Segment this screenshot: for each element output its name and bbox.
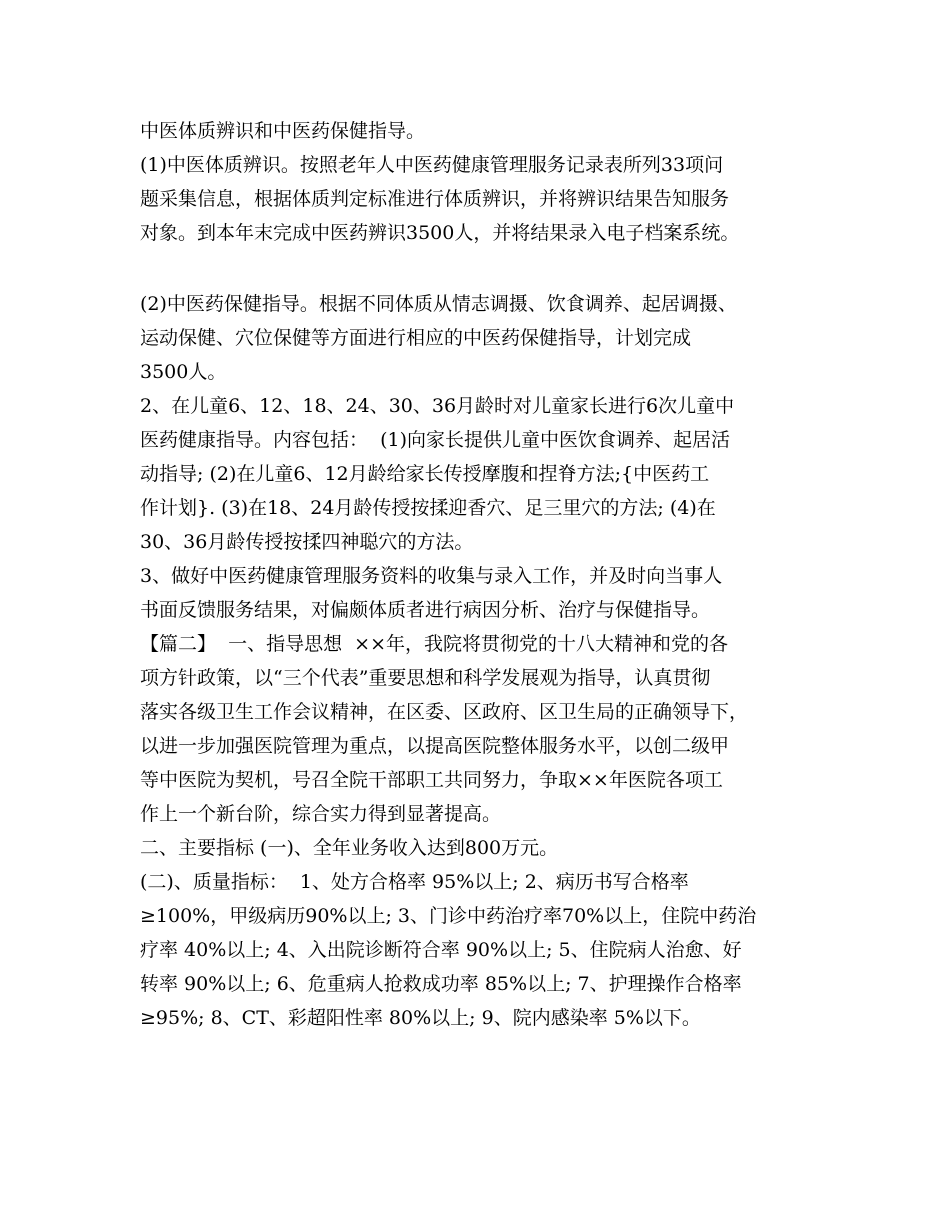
text-line: (二)、质量指标： 1、处方合格率 95%以上; 2、病历书写合格率 [140, 871, 689, 893]
text-line: 书面反馈服务结果，对偏颇体质者进行病因分析、治疗与保健指导。 [140, 599, 711, 621]
text-line: ≥95%; 8、CT、彩超阳性率 80%以上; 9、院内感染率 5%以下。 [140, 1007, 701, 1029]
text-line: 以进一步加强医院管理为重点，以提高医院整体服务水平，以创二级甲 [140, 735, 730, 757]
text-line: (1)中医体质辨识。按照老年人中医药健康管理服务记录表所列33项问 [140, 154, 724, 176]
text-line: 等中医院为契机，号召全院干部职工共同努力，争取××年医院各项工 [140, 769, 723, 791]
text-line: 3500人。 [140, 361, 227, 383]
text-line: 项方针政策，以“三个代表”重要思想和科学发展观为指导，认真贯彻 [140, 667, 711, 689]
text-line: 动指导; (2)在儿童6、12月龄给家长传授摩腹和捏脊方法;{中医药工 [140, 463, 710, 485]
text-line: 题采集信息，根据体质判定标准进行体质辨识，并将辨识结果告知服务 [140, 188, 730, 210]
text-line: 作上一个新台阶，综合实力得到显著提高。 [140, 803, 502, 825]
text-line: ≥100%，甲级病历90%以上; 3、门诊中药治疗率70%以上，住院中药治 [140, 905, 757, 927]
text-line: 疗率 40%以上; 4、入出院诊断符合率 90%以上; 5、住院病人治愈、好 [140, 939, 742, 961]
text-line: 医药健康指导。内容包括： (1)向家长提供儿童中医饮食调养、起居活 [140, 429, 730, 451]
text-line: 30、36月龄传授按揉四神聪穴的方法。 [140, 531, 474, 553]
text-line: 中医体质辨识和中医药保健指导。 [140, 120, 426, 142]
text-line: 【篇二】 一、指导思想 ××年，我院将贯彻党的十八大精神和党的各 [140, 633, 728, 655]
text-line: 对象。到本年末完成中医药辨识3500人，并将结果录入电子档案系统。 [140, 222, 740, 244]
text-line: 落实各级卫生工作会议精神，在区委、区政府、区卫生局的正确领导下， [140, 701, 749, 723]
text-line: 运动保健、穴位保健等方面进行相应的中医药保健指导，计划完成 [140, 327, 692, 349]
text-line: 3、做好中医药健康管理服务资料的收集与录入工作，并及时向当事人 [140, 565, 723, 587]
text-line: 2、在儿童6、12、18、24、30、36月龄时对儿童家长进行6次儿童中 [140, 395, 735, 417]
text-line: 转率 90%以上; 6、危重病人抢救成功率 85%以上; 7、护理操作合格率 [140, 973, 742, 995]
text-line: (2)中医药保健指导。根据不同体质从情志调摄、饮食调养、起居调摄、 [140, 293, 737, 315]
text-line: 作计划}. (3)在18、24月龄传授按揉迎香穴、足三里穴的方法; (4)在 [140, 497, 716, 519]
text-line: 二、主要指标 (一)、全年业务收入达到800万元。 [140, 837, 559, 859]
